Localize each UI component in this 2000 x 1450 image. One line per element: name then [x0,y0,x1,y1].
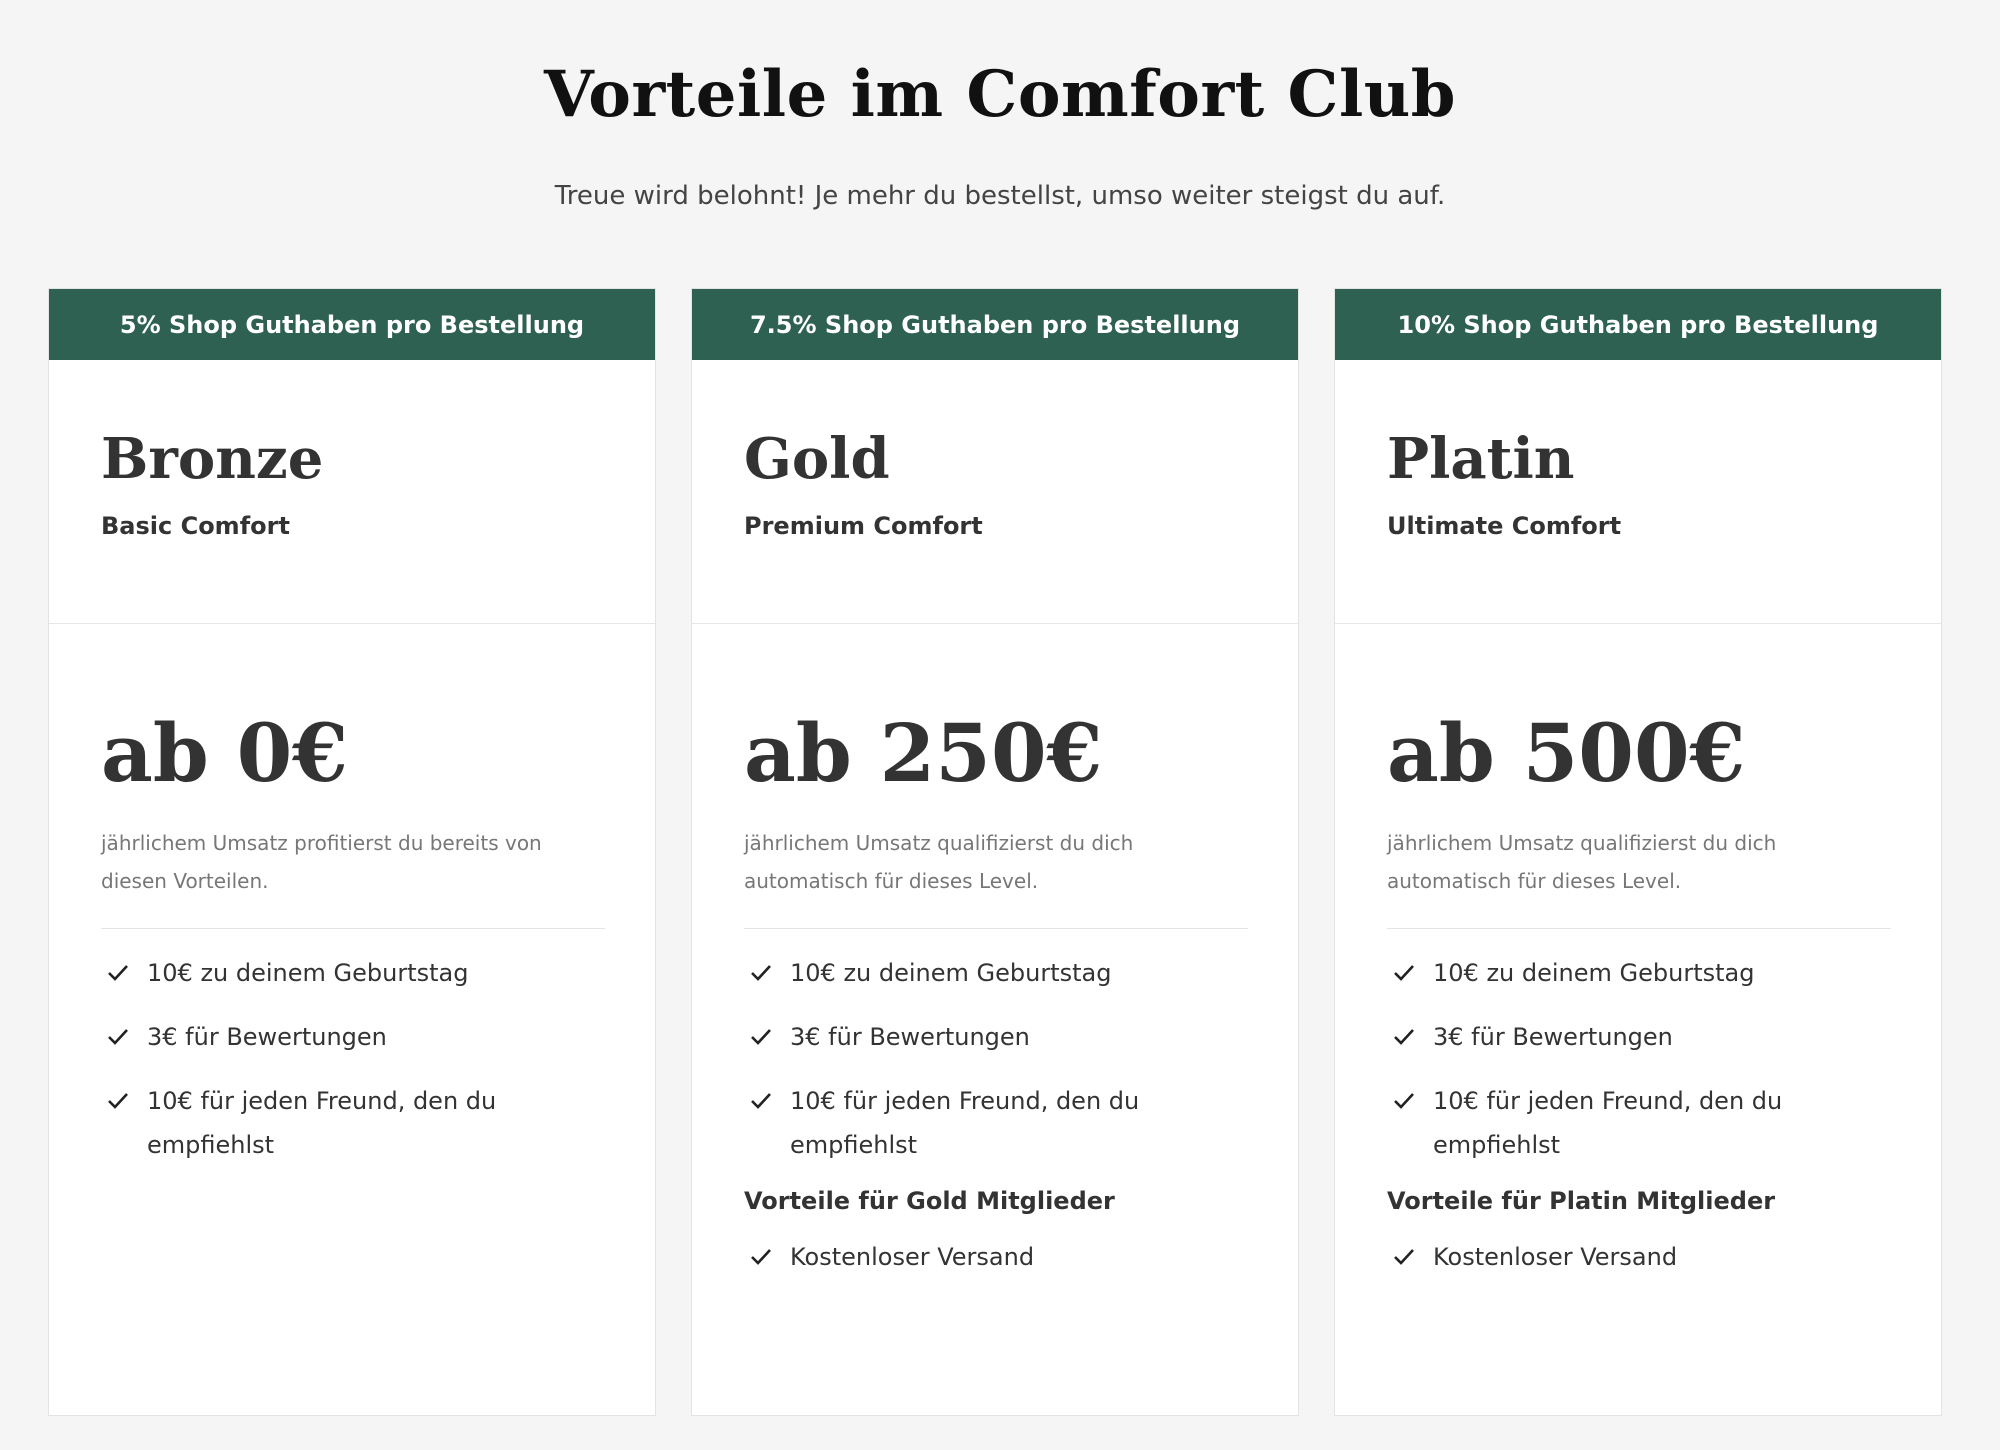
tier-header [1335,360,1941,624]
page-title: Vorteile im Comfort Club [543,57,1457,132]
tier-price-description: jährlichem Umsatz qualifizierst du dich automatisch für dieses Level. [1387,831,1777,893]
divider [744,928,1248,929]
benefit-label: 10€ für jeden Freund, den du empfiehlst [147,1087,497,1159]
tier-header [692,360,1298,624]
tier-card-gold [691,288,1299,1416]
benefit-item [744,1015,1246,1059]
tier-card-bronze [48,288,656,1416]
checkmark-icon [107,1015,129,1059]
tier-banner: 7.5% Shop Guthaben pro Bestellung [692,289,1298,360]
checkmark-icon [750,1015,772,1059]
benefit-item [1387,1235,1889,1279]
benefit-item [1387,1015,1889,1059]
benefit-list [101,951,603,1167]
benefit-list [744,951,1246,1167]
benefit-label: 10€ für jeden Freund, den du empfiehlst [1433,1087,1783,1159]
benefit-item [101,1015,603,1059]
benefit-label: 10€ zu deinem Geburtstag [147,959,469,987]
benefit-item [744,1235,1246,1279]
tier-price-description: jährlichem Umsatz qualifizierst du dich automatisch für dieses Level. [744,831,1134,893]
benefit-label: 3€ für Bewertungen [147,1023,387,1051]
checkmark-icon [750,1235,772,1279]
member-benefits-heading: Vorteile für Platin Mitglieder [1387,1187,1776,1215]
tier-banner: 5% Shop Guthaben pro Bestellung [49,289,655,360]
tier-header [49,360,655,624]
tier-subtitle: Basic Comfort [101,512,290,540]
tier-name: Gold [744,426,890,492]
benefit-label: 3€ für Bewertungen [1433,1023,1673,1051]
checkmark-icon [1393,1015,1415,1059]
member-benefit-list [744,1235,1246,1279]
tier-name: Platin [1387,426,1575,492]
tier-card-platin [1334,288,1942,1416]
tier-cards [48,288,1942,1416]
benefit-item [744,1079,1246,1167]
checkmark-icon [107,1079,129,1123]
checkmark-icon [750,1079,772,1123]
tier-banner: 10% Shop Guthaben pro Bestellung [1335,289,1941,360]
benefit-item [1387,951,1889,995]
tier-subtitle: Ultimate Comfort [1387,512,1622,540]
benefit-list [1387,951,1889,1167]
benefit-item [1387,1079,1889,1167]
benefit-item [744,951,1246,995]
benefit-label: 3€ für Bewertungen [790,1023,1030,1051]
tier-body [692,624,1298,1299]
checkmark-icon [1393,951,1415,995]
benefit-label: 10€ zu deinem Geburtstag [790,959,1112,987]
benefit-label: 10€ zu deinem Geburtstag [1433,959,1755,987]
tier-name: Bronze [101,426,324,492]
tier-body [1335,624,1941,1299]
checkmark-icon [1393,1235,1415,1279]
tier-price: ab 0€ [101,706,348,800]
checkmark-icon [750,951,772,995]
checkmark-icon [1393,1079,1415,1123]
tier-subtitle: Premium Comfort [744,512,983,540]
member-benefit-list [1387,1235,1889,1279]
member-benefits-heading: Vorteile für Gold Mitglieder [744,1187,1115,1215]
checkmark-icon [107,951,129,995]
benefit-item [101,1079,603,1167]
page-subtitle: Treue wird belohnt! Je mehr du bestellst, umso weiter steigst du auf. [554,181,1446,211]
divider [101,928,605,929]
divider [1387,928,1891,929]
tier-price: ab 500€ [1387,706,1746,800]
tier-body [49,624,655,1187]
benefit-label: Kostenloser Versand [790,1243,1035,1271]
tier-price-description: jährlichem Umsatz profitierst du bereits von diesen Vorteilen. [101,831,542,893]
tier-price: ab 250€ [744,706,1103,800]
benefit-item [101,951,603,995]
benefit-label: 10€ für jeden Freund, den du empfiehlst [790,1087,1140,1159]
benefit-label: Kostenloser Versand [1433,1243,1678,1271]
